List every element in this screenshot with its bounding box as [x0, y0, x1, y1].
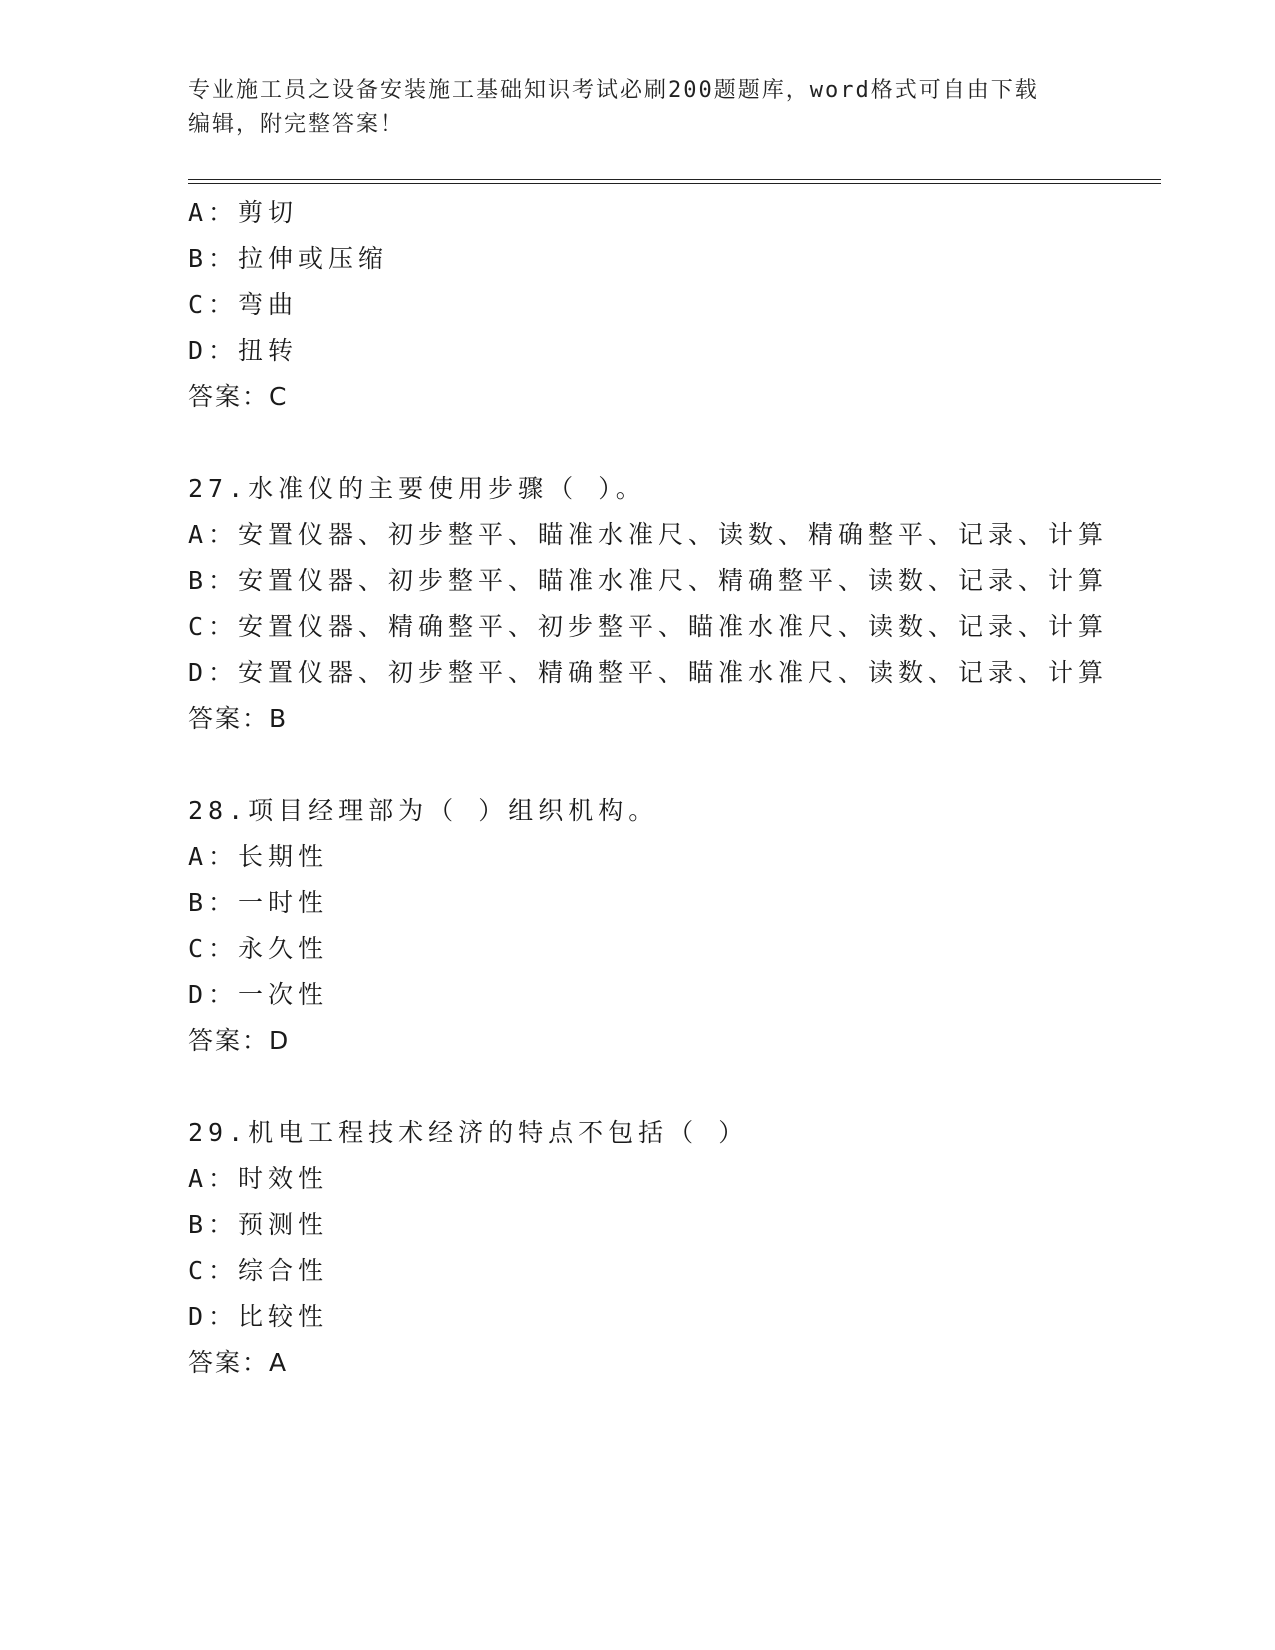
option-b: B：预测性 [188, 1210, 329, 1239]
answer-line: 答案：D [188, 1026, 291, 1055]
option-c: C：永久性 [188, 934, 329, 963]
question-block-27 [188, 466, 1188, 742]
document-header [188, 74, 1078, 142]
question-block-26 [188, 190, 1188, 420]
spacer [188, 1064, 1188, 1110]
header-divider-top [188, 179, 1161, 180]
option-d: D：比较性 [188, 1302, 329, 1331]
answer-line: 答案：C [188, 382, 289, 411]
option-a: A：长期性 [188, 842, 329, 871]
question-stem: 28.项目经理部为（ ）组织机构。 [188, 796, 659, 825]
question-list [188, 190, 1188, 1386]
option-d: D：一次性 [188, 980, 329, 1009]
option-b: B：一时性 [188, 888, 329, 917]
option-b: B：安置仪器、初步整平、瞄准水准尺、精确整平、读数、记录、计算 [188, 566, 1109, 595]
option-c: C：弯曲 [188, 290, 299, 319]
header-line-2: 编辑，附完整答案！ [188, 112, 405, 137]
option-a: A：剪切 [188, 198, 299, 227]
answer-line: 答案：A [188, 1348, 289, 1377]
option-c: C：安置仪器、精确整平、初步整平、瞄准水准尺、读数、记录、计算 [188, 612, 1109, 641]
option-b: B：拉伸或压缩 [188, 244, 389, 273]
question-block-28 [188, 788, 1188, 1064]
option-a: A：安置仪器、初步整平、瞄准水准尺、读数、精确整平、记录、计算 [188, 520, 1109, 549]
header-line-1: 专业施工员之设备安装施工基础知识考试必刷200题题库，word格式可自由下载 [188, 78, 1039, 103]
question-block-29 [188, 1110, 1188, 1386]
option-d: D：扭转 [188, 336, 299, 365]
spacer [188, 420, 1188, 466]
option-d: D：安置仪器、初步整平、精确整平、瞄准水准尺、读数、记录、计算 [188, 658, 1109, 687]
header-divider-bottom [188, 183, 1161, 184]
spacer [188, 742, 1188, 788]
answer-line: 答案：B [188, 704, 289, 733]
option-c: C：综合性 [188, 1256, 329, 1285]
option-a: A：时效性 [188, 1164, 329, 1193]
question-stem: 27.水准仪的主要使用步骤（ ）。 [188, 474, 646, 503]
question-stem: 29.机电工程技术经济的特点不包括（ ） [188, 1118, 749, 1147]
